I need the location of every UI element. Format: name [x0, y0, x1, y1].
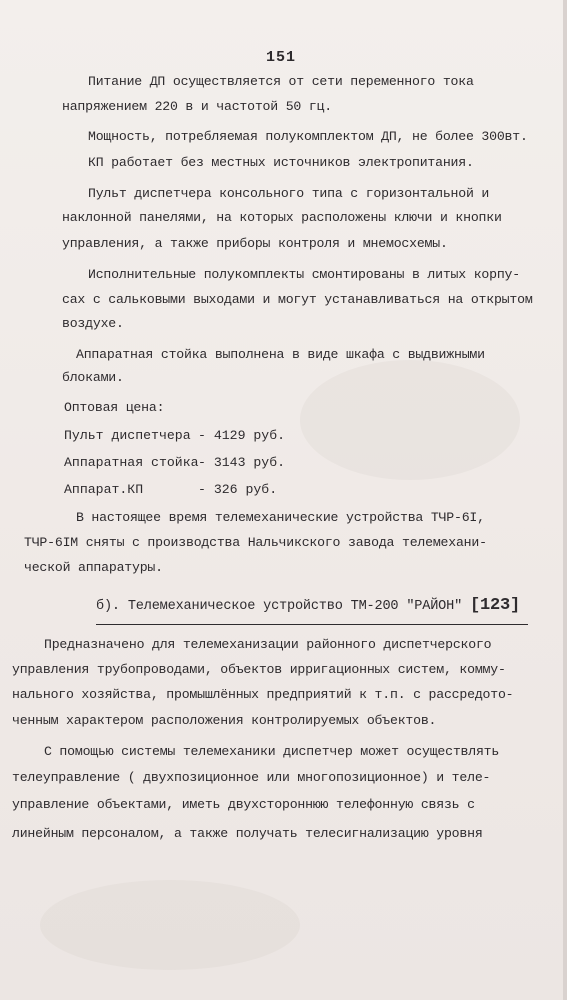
paper-stain — [40, 880, 300, 970]
text-line: линейным персоналом, а также получать телесигнализацию уровня — [12, 826, 483, 841]
price-label: Аппарат.КП — [64, 482, 144, 497]
text-line: телеуправление ( двухпозиционное или многопозиционное) и теле- — [12, 770, 491, 785]
text-line: В настоящее время телемеханические устройства ТЧР-6I, — [76, 510, 485, 525]
text-line: Предназначено для телемеханизации районного диспетчерского — [44, 637, 492, 652]
text-line: Пульт диспетчера консольного типа с горизонтальной и — [88, 186, 490, 201]
price-value: - 326 руб. — [198, 482, 278, 497]
text-line: управления, а также приборы контроля и мнемосхемы. — [62, 236, 448, 251]
price-value: - 4129 руб. — [198, 428, 286, 443]
section-heading-text — [96, 598, 520, 615]
text-line: Мощность, потребляемая полукомплектом ДП, не более 300вт. — [88, 129, 528, 144]
text-line: Исполнительные полукомплекты смонтированы в литых корпу- — [88, 267, 520, 282]
page-number: 151 — [266, 49, 297, 66]
text-line: воздухе. — [62, 316, 124, 331]
text-line: КП работает без местных источников электропитания. — [88, 155, 474, 170]
section-heading — [96, 596, 528, 625]
text-line: Питание ДП осуществляется от сети переменного тока — [88, 74, 474, 89]
text-line: блоками. — [62, 370, 124, 385]
price-label: Пульт диспетчера — [64, 428, 191, 443]
text-line: Аппаратная стойка выполнена в виде шкафа с выдвижными — [76, 347, 485, 362]
price-title: Оптовая цена: — [64, 400, 165, 415]
text-line: наклонной панелями, на которых расположены ключи и кнопки — [62, 210, 502, 225]
paper-stain — [300, 360, 520, 480]
text-line: управления трубопроводами, объектов ирригационных систем, комму- — [12, 662, 506, 677]
section-heading-title: б). Телемеханическое устройство ТМ-200 "РАЙОН" — [96, 599, 463, 614]
text-line: ченным характером расположения контролируемых объектов. — [12, 713, 437, 728]
reference-number: [123] — [470, 596, 521, 615]
text-line: управление объектами, иметь двухстороннюю телефонную связь с — [12, 797, 475, 812]
text-line: ческой аппаратуры. — [24, 560, 163, 575]
text-line: ТЧР-6IМ сняты с производства Нальчикского завода телемехани- — [24, 535, 487, 550]
text-line: сах с сальковыми выходами и могут устанавливаться на открытом — [62, 292, 533, 307]
text-line: напряжением 220 в и частотой 50 гц. — [62, 99, 332, 114]
text-line: нального хозяйства, промышлённых предприятий к т.п. с рассредото- — [12, 687, 514, 702]
text-line: С помощью системы телемеханики диспетчер может осуществлять — [44, 744, 500, 759]
page-edge — [563, 0, 567, 1000]
price-value: - 3143 руб. — [198, 455, 286, 470]
price-label: Аппаратная стойка — [64, 455, 199, 470]
